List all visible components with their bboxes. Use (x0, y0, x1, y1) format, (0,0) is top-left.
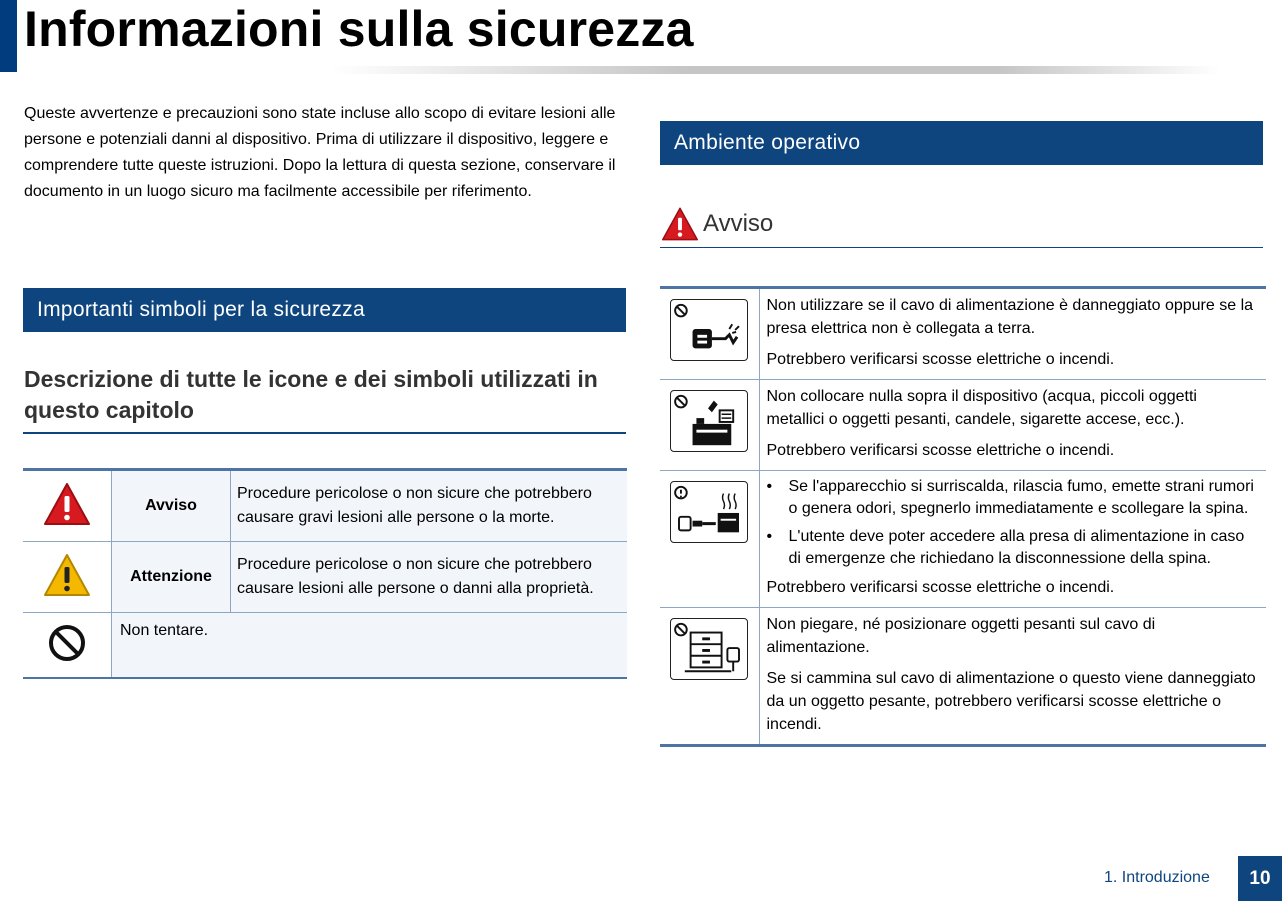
table-row (660, 380, 1266, 471)
env-bullet-list (767, 476, 1260, 570)
table-row (660, 288, 1266, 380)
env-section-heading-text: Ambiente operativo (674, 131, 861, 154)
list-item: • L'utente deve poter accedere alla presa di alimentazione in caso di emergenze che richiedano la disconnessione della spina. (767, 526, 1260, 570)
env-instruction: Non piegare, né posizionare oggetti pesanti sul cavo di alimentazione. (766, 616, 1156, 656)
env-icon-cell (660, 288, 759, 380)
symbols-subheading: Descrizione di tutte le icone e dei simboli utilizzati in questo capitolo (24, 366, 598, 423)
environment-table (660, 286, 1266, 747)
prohibited-icon (47, 623, 87, 663)
symbol-name: Avviso (112, 470, 231, 542)
symbol-icon-cell (23, 542, 112, 613)
objects-on-device-icon (670, 390, 748, 452)
symbol-description: Non tentare. (112, 613, 628, 679)
damaged-cord-icon (670, 299, 748, 361)
symbols-subheading-rule (23, 432, 626, 434)
symbols-section-heading (23, 288, 626, 332)
table-row (660, 471, 1266, 608)
footer-chapter: 1. Introduzione (1104, 869, 1210, 886)
env-instruction: Non collocare nulla sopra il dispositivo (acqua, piccoli oggetti metallici o oggetti pesanti, candele, sigarette accese, ecc.). (766, 388, 1197, 428)
page-number: 10 (1238, 856, 1282, 901)
heavy-object-cord-icon (670, 618, 748, 680)
env-consequence: Potrebbero verificarsi scosse elettriche o incendi. (766, 579, 1115, 596)
table-row (23, 470, 627, 542)
warning-red-icon (661, 206, 699, 242)
env-icon-cell (660, 471, 759, 608)
warning-heading-rule (660, 247, 1263, 248)
intro-paragraph: Queste avvertenze e precauzioni sono state incluse allo scopo di evitare lesioni alle persone e potenziali danni al dispositivo. Prima di utilizzare il dispositivo, leggere e comprendere tutte queste istruzioni. Dopo la lettura di questa sezione, conservare il documento in un luogo sicuro ma facilmente accessibile per riferimento. (24, 105, 616, 200)
list-item: • Se l'apparecchio si surriscalda, rilascia fumo, emette strani rumori o genera odori, spegnerlo immediatamente e scollegare la spina. (767, 476, 1260, 520)
title-underline (330, 66, 1220, 74)
table-row (23, 613, 627, 679)
env-text-cell (759, 288, 1266, 380)
caution-yellow-icon (43, 552, 91, 598)
symbols-section-heading-text: Importanti simboli per la sicurezza (37, 298, 365, 321)
symbols-table (23, 468, 627, 679)
overheating-unplug-icon (670, 481, 748, 543)
warning-red-icon (43, 481, 91, 527)
symbol-icon-cell (23, 470, 112, 542)
env-text-cell (759, 608, 1266, 746)
env-consequence: Se si cammina sul cavo di alimentazione o questo viene danneggiato da un oggetto pesante, potrebbero verificarsi scosse elettriche o incendi. (766, 670, 1256, 733)
page-title: Informazioni sulla sicurezza (24, 1, 694, 57)
warning-heading (661, 206, 773, 242)
env-text-cell (759, 471, 1266, 608)
title-accent-bar (0, 0, 17, 72)
env-consequence: Potrebbero verificarsi scosse elettriche o incendi. (766, 351, 1115, 368)
env-section-heading (660, 121, 1263, 165)
env-icon-cell (660, 608, 759, 746)
env-consequence: Potrebbero verificarsi scosse elettriche o incendi. (766, 442, 1115, 459)
env-text-cell (759, 380, 1266, 471)
symbol-description: Procedure pericolose o non sicure che potrebbero causare gravi lesioni alle persone o la morte. (231, 470, 628, 542)
env-icon-cell (660, 380, 759, 471)
symbol-name: Attenzione (112, 542, 231, 613)
symbol-description: Procedure pericolose o non sicure che potrebbero causare lesioni alle persone o danni alla proprietà. (231, 542, 628, 613)
symbol-icon-cell (23, 613, 112, 679)
env-instruction: Non utilizzare se il cavo di alimentazione è danneggiato oppure se la presa elettrica non è collegata a terra. (766, 297, 1254, 337)
table-row (23, 542, 627, 613)
table-row (660, 608, 1266, 746)
warning-label: Avviso (703, 210, 774, 237)
